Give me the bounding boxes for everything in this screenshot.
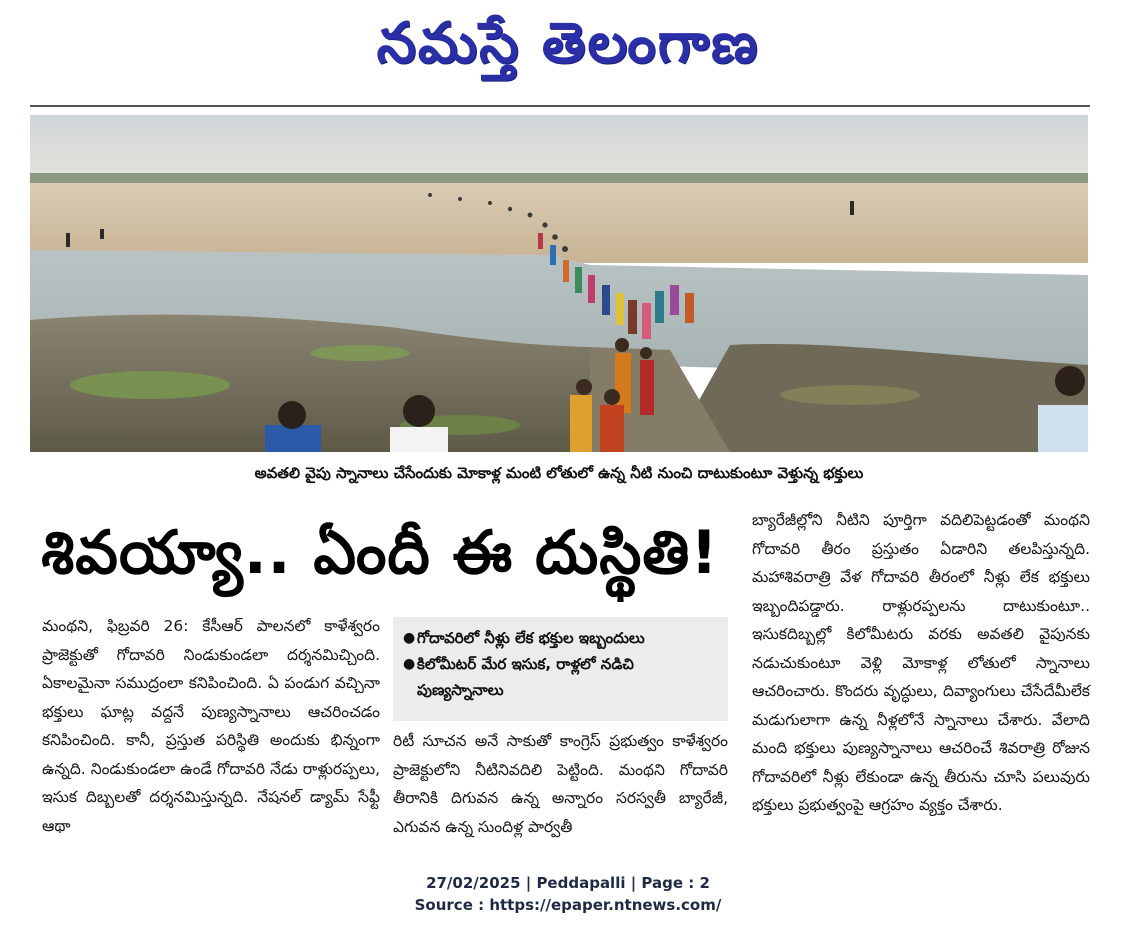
highlight-text: గోదావరిలో నీళ్లు లేక భక్తుల ఇబ్బందులు [417, 629, 645, 647]
edition-info: 27/02/2025 | Peddapalli | Page : 2 [426, 874, 710, 892]
masthead [0, 0, 1136, 100]
header-divider [30, 105, 1090, 107]
highlight-item [403, 651, 718, 703]
article-headline: శివయ్యా.. ఏందీ ఈ దుస్థితి! [41, 517, 719, 588]
page-footer [0, 872, 1136, 916]
article-column-2: రిటీ సూచన అనే సాకుతో కాంగ్రెస్ ప్రభుత్వం కాళేశ్వరం ప్రాజెక్టులోని నీటినివదిలి పెట్టింది. మంథని గోదావరి తీరానికి దిగువన ఉన్న అన్నారం సరస్వతీ బ్యారేజీ, ఎగువన ఉన్న సుందిళ్ల పార్వతీ [393, 732, 728, 836]
river-crowd-photo [30, 115, 1088, 452]
bullet-icon: ● [403, 656, 416, 672]
highlights-box [393, 617, 728, 721]
highlight-item [403, 625, 718, 651]
highlight-text: కిలోమీటర్ మేర ఇసుక, రాళ్లలో నడిచి పుణ్యస్నానాలు [417, 655, 634, 699]
bullet-icon: ● [403, 630, 416, 646]
article-column-1: మంథని, ఫిబ్రవరి 26: కేసీఆర్ పాలనలో కాళేశ్వరం ప్రాజెక్టుతో గోదావరి నిండుకుండలా దర్శనమిచ్చింది. ఏకాలమైనా సముద్రంలా కనిపించింది. ఏ పండుగ వచ్చినా భక్తులు ఘాట్ల వద్దనే పుణ్యస్నానాలు ఆచరించడం కనిపించింది. కానీ, ప్రస్తుత పరిస్థితి అందుకు భిన్నంగా ఉన్నది. నిండుకుండలా ఉండే గోదావరి నేడు రాళ్లురప్పలు, ఇసుక దిబ్బలతో దర్శనమిస్తున్నది. నేషనల్ డ్యామ్ సేఫ్టీ ఆథా [42, 617, 380, 835]
photo-caption: అవతలి వైపు స్నానాలు చేసేందుకు మోకాళ్ల మంటి లోతులో ఉన్న నీటి నుంచి దాటుకుంటూ వెళ్తున్న భక్తులు [254, 464, 864, 482]
article-column-3: బ్యారేజీల్లోని నీటిని పూర్తిగా వదిలిపెట్టడంతో మంథని గోదావరి తీరం ప్రస్తుతం ఏడారిని తలపిస్తున్నది. మహాశివరాత్రి వేళ గోదావరి తీరంలో నీళ్లు లేక భక్తులు ఇబ్బందిపడ్డారు. రాళ్లురప్పలను దాటుకుంటూ.. ఇసుకదిబ్బల్లో కిలోమీటరు వరకు అవతలి వైపునకు నడుచుకుంటూ వెళ్లి మోకాళ్ల లోతులో స్నానాలు ఆచరించారు. కొందరు వృద్ధులు, దివ్యాంగులు చేసేదేమీలేక మడుగులాగా ఉన్న నీళ్లలోనే స్నానాలు చేశారు. వేలాది మంది భక్తులు పుణ్యస్నానాలు ఆచరించే శివరాత్రి రోజున గోదావరిలో నీళ్లు లేకుండా ఉన్న తీరును చూసి పలువురు భక్తులు ప్రభుత్వంపై ఆగ్రహం వ్యక్తం చేశారు. [752, 511, 1090, 814]
newspaper-logo: నమస్తే తెలంగాణ [376, 10, 760, 76]
source-link[interactable]: Source : https://epaper.ntnews.com/ [414, 896, 722, 914]
news-photo [30, 115, 1088, 452]
